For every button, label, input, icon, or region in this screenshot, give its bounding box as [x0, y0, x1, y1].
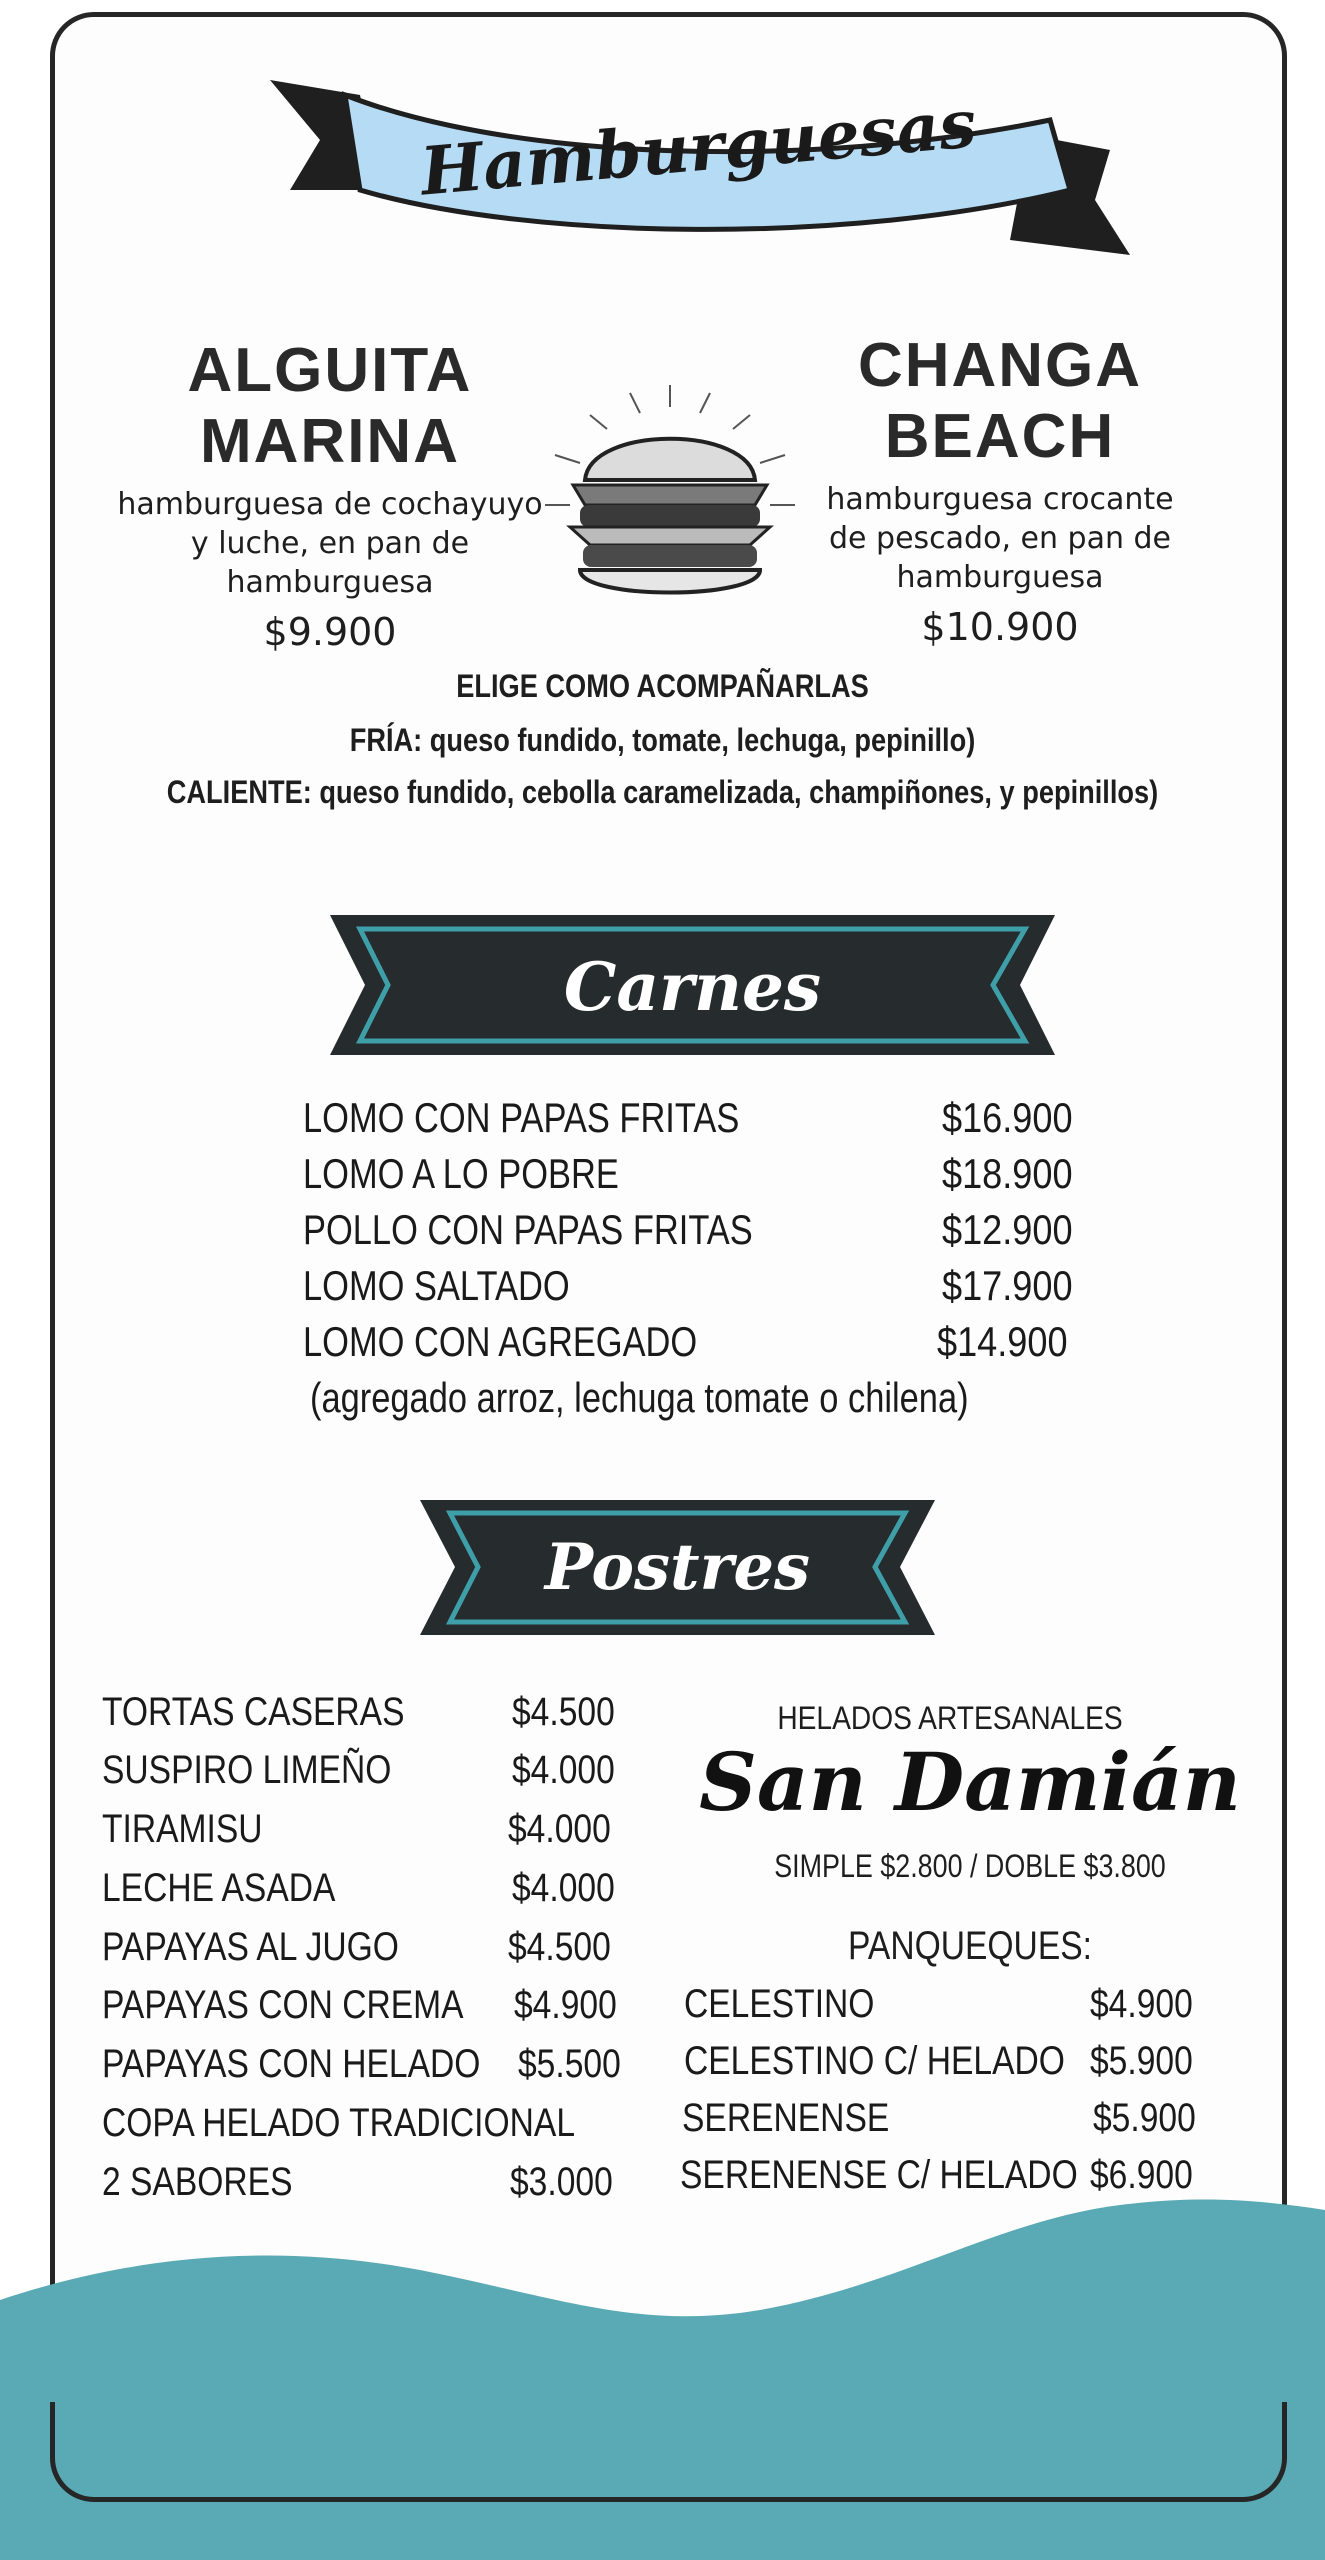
carnes-item-price: $17.900 [942, 1262, 1073, 1309]
panqueques-item-price: $5.900 [1093, 2096, 1196, 2140]
carnes-item-name: POLLO CON PAPAS FRITAS [303, 1206, 753, 1253]
carnes-item-name: LOMO CON PAPAS FRITAS [303, 1094, 740, 1141]
postres-item-name: PAPAYAS CON CREMA [102, 1983, 464, 2027]
postres-item-name: PAPAYAS AL JUGO [102, 1925, 399, 1969]
helados-label: HELADOS ARTESANALES [777, 1700, 1123, 1736]
postres-item-price: $4.900 [514, 1983, 617, 2027]
burger-desc-line: hamburguesa [226, 565, 434, 600]
postres-item-name: 2 SABORES [102, 2160, 293, 2204]
option-fria: FRÍA: queso fundido, tomate, lechuga, pepinillo) [349, 722, 976, 758]
panqueques-item-name: SERENENSE C/ HELADO [680, 2153, 1078, 2197]
burger-desc-line: hamburguesa de cochayuyo [117, 487, 543, 522]
postres-item-price: $4.000 [508, 1807, 611, 1851]
burger-desc-line: y luche, en pan de [190, 526, 470, 561]
panqueques-item-price: $5.900 [1090, 2039, 1193, 2083]
postres-item-name: COPA HELADO TRADICIONAL [102, 2101, 576, 2145]
postres-item-price: $3.000 [510, 2160, 613, 2204]
postres-item-name: LECHE ASADA [102, 1866, 336, 1910]
panqueques-item-price: $4.900 [1090, 1982, 1193, 2026]
burger-name: ALGUITA MARINA [187, 336, 473, 476]
carnes-item-price: $18.900 [942, 1150, 1073, 1197]
carnes-note: (agregado arroz, lechuga tomate o chilena) [310, 1374, 969, 1421]
carnes-item-name: LOMO CON AGREGADO [303, 1318, 698, 1365]
postres-item-price: $4.500 [508, 1925, 611, 1969]
panqueques-item-price: $6.900 [1090, 2153, 1193, 2197]
panqueques-item-name: CELESTINO [684, 1982, 875, 2026]
carnes-title: Carnes [563, 948, 822, 1026]
burger-desc-line: hamburguesa [896, 560, 1104, 595]
burger-name: CHANGA BEACH [857, 331, 1143, 471]
postres-item-name: PAPAYAS CON HELADO [102, 2042, 481, 2086]
hamburguesas-title: Hamburguesas [417, 84, 980, 211]
carnes-item-price: $16.900 [942, 1094, 1073, 1141]
wave-decoration [0, 2180, 1325, 2560]
postres-item-name: TIRAMISU [102, 1807, 263, 1851]
carnes-item-price: $12.900 [942, 1206, 1073, 1253]
burger-item-alguita [95, 335, 565, 654]
postres-item-name: TORTAS CASERAS [102, 1690, 405, 1734]
burger-item-changa [775, 330, 1225, 649]
carnes-item-name: LOMO SALTADO [303, 1262, 570, 1309]
postres-title: Postres [544, 1530, 811, 1605]
postres-item-price: $4.500 [512, 1690, 615, 1734]
postres-item-price: $4.000 [512, 1748, 615, 1792]
panqueques-label: PANQUEQUES: [848, 1924, 1092, 1968]
burger-illustration [535, 385, 805, 615]
postres-item-price: $5.500 [518, 2042, 621, 2086]
option-caliente: CALIENTE: queso fundido, cebolla caramelizada, champiñones, y pepinillos) [166, 774, 1159, 810]
burger-desc-line: de pescado, en pan de [829, 521, 1171, 556]
postres-item-name: SUSPIRO LIMEÑO [102, 1748, 392, 1792]
burger-price: $9.900 [263, 610, 397, 654]
carnes-item-name: LOMO A LO POBRE [303, 1150, 619, 1197]
panqueques-item-name: SERENENSE [682, 2096, 890, 2140]
burger-price: $10.900 [921, 605, 1079, 649]
postres-item-price: $4.000 [512, 1866, 615, 1910]
frame-bottom-edge [50, 2402, 1287, 2502]
carnes-item-price: $14.900 [937, 1318, 1068, 1365]
panqueques-item-name: CELESTINO C/ HELADO [684, 2039, 1065, 2083]
helados-brand: San Damián [699, 1735, 1241, 1829]
burger-desc-line: hamburguesa crocante [826, 482, 1174, 517]
options-heading: ELIGE COMO ACOMPAÑARLAS [456, 668, 869, 704]
helados-prices: SIMPLE $2.800 / DOBLE $3.800 [774, 1848, 1166, 1884]
